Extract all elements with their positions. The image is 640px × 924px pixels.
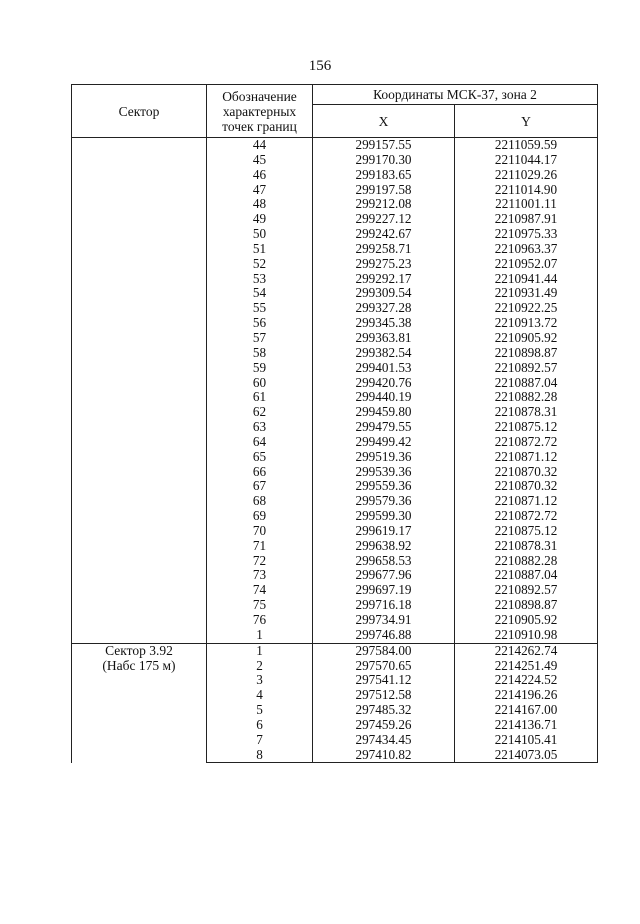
y-cell: 2210931.49 [455, 286, 598, 301]
point-cell: 66 [207, 465, 313, 480]
table-header [72, 85, 598, 138]
x-cell: 299258.71 [313, 242, 455, 257]
y-cell: 2210871.12 [455, 450, 598, 465]
y-cell: 2210887.04 [455, 376, 598, 391]
x-cell: 299599.30 [313, 509, 455, 524]
y-cell: 2210870.32 [455, 479, 598, 494]
header-sector: Сектор [72, 85, 207, 138]
x-cell: 299401.53 [313, 361, 455, 376]
x-cell: 299559.36 [313, 479, 455, 494]
y-cell: 2210878.31 [455, 405, 598, 420]
x-cell: 297485.32 [313, 703, 455, 718]
x-cell: 297410.82 [313, 748, 455, 763]
x-cell: 299183.65 [313, 168, 455, 183]
x-cell: 297459.26 [313, 718, 455, 733]
y-cell: 2214224.52 [455, 673, 598, 688]
y-cell: 2210878.31 [455, 539, 598, 554]
y-cell: 2211044.17 [455, 153, 598, 168]
x-cell: 299382.54 [313, 346, 455, 361]
x-cell: 299363.81 [313, 331, 455, 346]
y-cell: 2210875.12 [455, 420, 598, 435]
point-cell: 49 [207, 212, 313, 227]
point-cell: 59 [207, 361, 313, 376]
y-cell: 2214167.00 [455, 703, 598, 718]
point-cell: 56 [207, 316, 313, 331]
point-cell: 1 [207, 628, 313, 643]
x-cell: 299579.36 [313, 494, 455, 509]
y-cell: 2210910.98 [455, 628, 598, 643]
y-cell: 2214262.74 [455, 643, 598, 658]
point-cell: 58 [207, 346, 313, 361]
point-cell: 64 [207, 435, 313, 450]
header-x: X [313, 105, 455, 138]
point-cell: 48 [207, 197, 313, 212]
header-point: Обозначение характерных точек границ [207, 85, 313, 138]
y-cell: 2210905.92 [455, 613, 598, 628]
y-cell: 2210875.12 [455, 524, 598, 539]
x-cell: 297541.12 [313, 673, 455, 688]
point-cell: 61 [207, 390, 313, 405]
y-cell: 2211001.11 [455, 197, 598, 212]
x-cell: 299658.53 [313, 554, 455, 569]
coordinates-table [71, 84, 598, 763]
point-cell: 70 [207, 524, 313, 539]
y-cell: 2210898.87 [455, 598, 598, 613]
x-cell: 299275.23 [313, 257, 455, 272]
point-cell: 52 [207, 257, 313, 272]
x-cell: 299212.08 [313, 197, 455, 212]
point-cell: 8 [207, 748, 313, 763]
x-cell: 299734.91 [313, 613, 455, 628]
y-cell: 2211014.90 [455, 183, 598, 198]
x-cell: 299242.67 [313, 227, 455, 242]
point-cell: 47 [207, 183, 313, 198]
y-cell: 2214105.41 [455, 733, 598, 748]
point-cell: 69 [207, 509, 313, 524]
y-cell: 2210913.72 [455, 316, 598, 331]
y-cell: 2210987.91 [455, 212, 598, 227]
point-cell: 67 [207, 479, 313, 494]
y-cell: 2210872.72 [455, 435, 598, 450]
x-cell: 299677.96 [313, 568, 455, 583]
sector-cell [72, 138, 207, 644]
point-cell: 75 [207, 598, 313, 613]
point-cell: 50 [207, 227, 313, 242]
y-cell: 2210952.07 [455, 257, 598, 272]
x-cell: 299327.28 [313, 301, 455, 316]
y-cell: 2210871.12 [455, 494, 598, 509]
y-cell: 2210963.37 [455, 242, 598, 257]
y-cell: 2214196.26 [455, 688, 598, 703]
y-cell: 2210882.28 [455, 390, 598, 405]
y-cell: 2211029.26 [455, 168, 598, 183]
point-cell: 51 [207, 242, 313, 257]
point-cell: 3 [207, 673, 313, 688]
x-cell: 299292.17 [313, 272, 455, 287]
point-cell: 54 [207, 286, 313, 301]
y-cell: 2210898.87 [455, 346, 598, 361]
y-cell: 2210975.33 [455, 227, 598, 242]
x-cell: 299440.19 [313, 390, 455, 405]
y-cell: 2210892.57 [455, 361, 598, 376]
table-body [72, 138, 598, 763]
point-cell: 74 [207, 583, 313, 598]
point-cell: 68 [207, 494, 313, 509]
point-cell: 6 [207, 718, 313, 733]
point-cell: 71 [207, 539, 313, 554]
point-cell: 63 [207, 420, 313, 435]
x-cell: 297434.45 [313, 733, 455, 748]
point-cell: 7 [207, 733, 313, 748]
x-cell: 299499.42 [313, 435, 455, 450]
x-cell: 299157.55 [313, 138, 455, 153]
x-cell: 299638.92 [313, 539, 455, 554]
page-number: 156 [308, 58, 332, 74]
x-cell: 299746.88 [313, 628, 455, 643]
header-coords: Координаты МСК-37, зона 2 [313, 85, 598, 105]
x-cell: 299479.55 [313, 420, 455, 435]
point-cell: 4 [207, 688, 313, 703]
y-cell: 2214073.05 [455, 748, 598, 763]
header-y: Y [455, 105, 598, 138]
x-cell: 299459.80 [313, 405, 455, 420]
x-cell: 299519.36 [313, 450, 455, 465]
point-cell: 65 [207, 450, 313, 465]
point-cell: 55 [207, 301, 313, 316]
y-cell: 2214136.71 [455, 718, 598, 733]
y-cell: 2210905.92 [455, 331, 598, 346]
x-cell: 297570.65 [313, 659, 455, 674]
x-cell: 297584.00 [313, 643, 455, 658]
sector-cell: Сектор 3.92 (Набс 175 м) [72, 643, 207, 763]
table-row [72, 643, 598, 658]
x-cell: 297512.58 [313, 688, 455, 703]
y-cell: 2210922.25 [455, 301, 598, 316]
y-cell: 2214251.49 [455, 659, 598, 674]
x-cell: 299345.38 [313, 316, 455, 331]
point-cell: 44 [207, 138, 313, 153]
x-cell: 299197.58 [313, 183, 455, 198]
point-cell: 53 [207, 272, 313, 287]
x-cell: 299309.54 [313, 286, 455, 301]
point-cell: 72 [207, 554, 313, 569]
x-cell: 299716.18 [313, 598, 455, 613]
point-cell: 76 [207, 613, 313, 628]
point-cell: 1 [207, 643, 313, 658]
y-cell: 2210870.32 [455, 465, 598, 480]
point-cell: 5 [207, 703, 313, 718]
y-cell: 2211059.59 [455, 138, 598, 153]
point-cell: 62 [207, 405, 313, 420]
y-cell: 2210882.28 [455, 554, 598, 569]
x-cell: 299420.76 [313, 376, 455, 391]
y-cell: 2210887.04 [455, 568, 598, 583]
x-cell: 299539.36 [313, 465, 455, 480]
point-cell: 60 [207, 376, 313, 391]
y-cell: 2210892.57 [455, 583, 598, 598]
point-cell: 45 [207, 153, 313, 168]
x-cell: 299697.19 [313, 583, 455, 598]
point-cell: 73 [207, 568, 313, 583]
y-cell: 2210941.44 [455, 272, 598, 287]
point-cell: 46 [207, 168, 313, 183]
x-cell: 299170.30 [313, 153, 455, 168]
y-cell: 2210872.72 [455, 509, 598, 524]
x-cell: 299619.17 [313, 524, 455, 539]
point-cell: 57 [207, 331, 313, 346]
x-cell: 299227.12 [313, 212, 455, 227]
table-row [72, 138, 598, 153]
point-cell: 2 [207, 659, 313, 674]
